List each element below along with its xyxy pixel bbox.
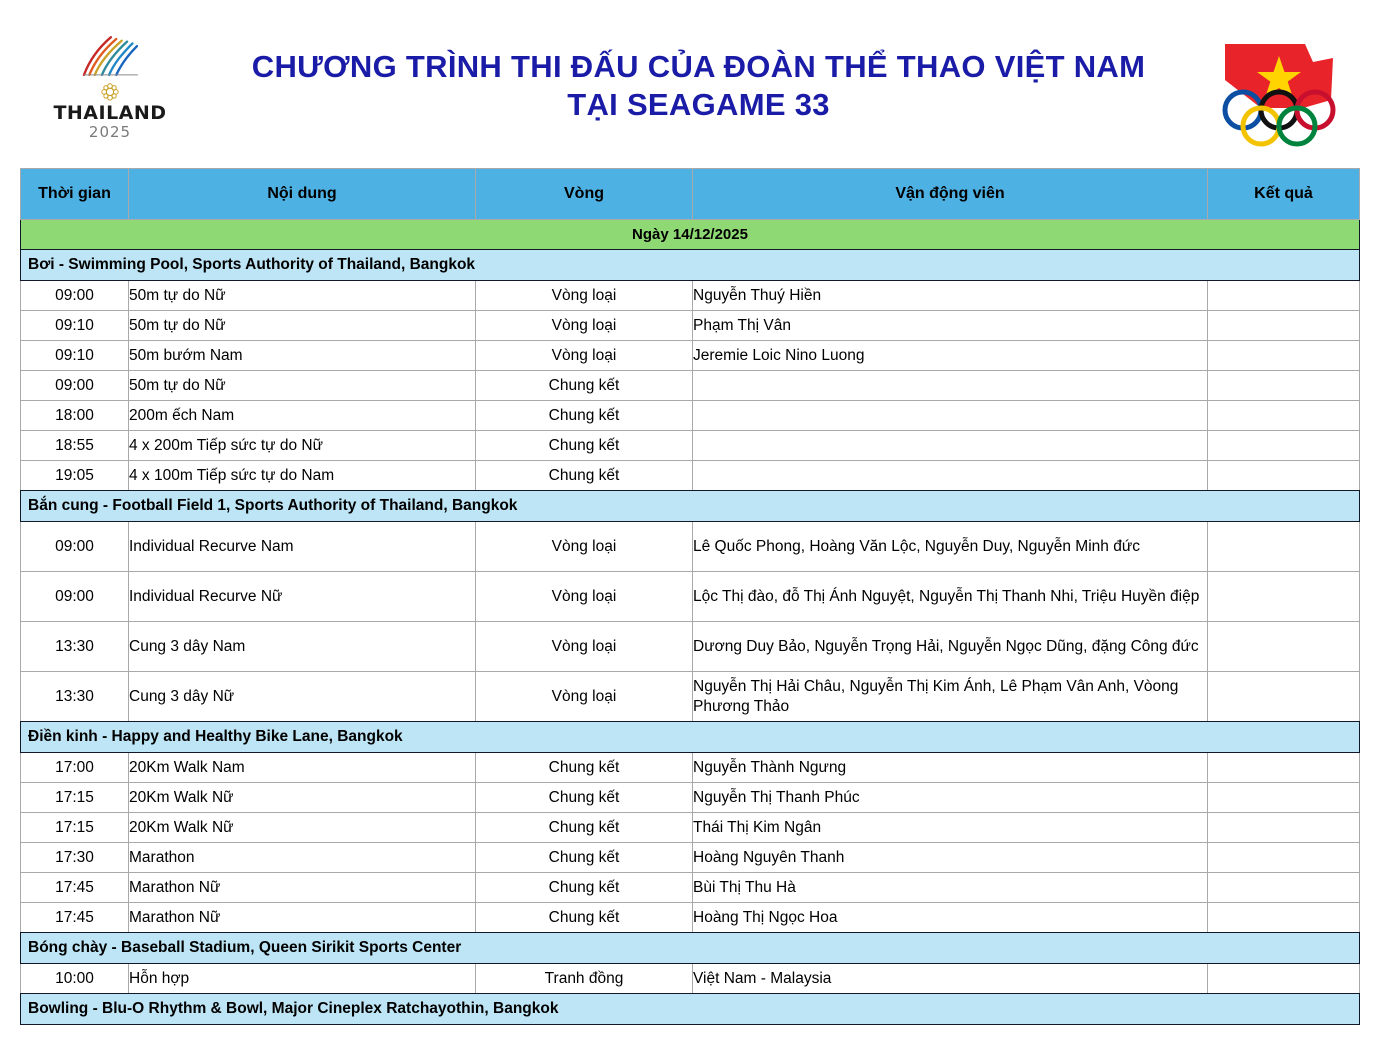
thailand-logo-year: 2025	[88, 123, 132, 141]
cell-result	[1208, 311, 1360, 341]
column-header-round: Vòng	[476, 169, 693, 220]
cell-athlete: Thái Thị Kim Ngân	[693, 813, 1208, 843]
cell-round: Chung kết	[476, 371, 693, 401]
cell-time: 09:10	[21, 311, 129, 341]
table-row	[21, 813, 1360, 843]
cell-athlete: Nguyễn Thành Ngưng	[693, 753, 1208, 783]
cell-athlete: Jeremie Loic Nino Luong	[693, 341, 1208, 371]
table-row	[21, 783, 1360, 813]
cell-event: 50m tự do Nữ	[129, 371, 476, 401]
cell-time: 09:10	[21, 341, 129, 371]
cell-time: 18:00	[21, 401, 129, 431]
cell-time: 09:00	[21, 281, 129, 311]
sport-header-label: Bóng chày - Baseball Stadium, Queen Sirikit Sports Center	[21, 933, 1360, 964]
cell-result	[1208, 461, 1360, 491]
table-body	[21, 220, 1360, 1025]
cell-event: 50m bướm Nam	[129, 341, 476, 371]
cell-athlete: Nguyễn Thị Thanh Phúc	[693, 783, 1208, 813]
cell-athlete: Bùi Thị Thu Hà	[693, 873, 1208, 903]
table-row	[21, 281, 1360, 311]
cell-event: Marathon	[129, 843, 476, 873]
cell-event: 200m ếch Nam	[129, 401, 476, 431]
cell-round: Vòng loại	[476, 311, 693, 341]
cell-round: Chung kết	[476, 843, 693, 873]
cell-round: Vòng loại	[476, 281, 693, 311]
cell-result	[1208, 964, 1360, 994]
cell-time: 13:30	[21, 622, 129, 672]
cell-event: Individual Recurve Nam	[129, 522, 476, 572]
sport-header-row	[21, 722, 1360, 753]
sport-header-label: Bắn cung - Football Field 1, Sports Authority of Thailand, Bangkok	[21, 491, 1360, 522]
cell-time: 18:55	[21, 431, 129, 461]
cell-time: 17:45	[21, 873, 129, 903]
cell-time: 19:05	[21, 461, 129, 491]
cell-event: 20Km Walk Nữ	[129, 813, 476, 843]
cell-time: 17:00	[21, 753, 129, 783]
cell-athlete: Nguyễn Thị Hải Châu, Nguyễn Thị Kim Ánh, Lê Phạm Vân Anh, Vòong Phương Thảo	[693, 672, 1208, 722]
cell-time: 09:00	[21, 522, 129, 572]
cell-result	[1208, 783, 1360, 813]
sport-header-row	[21, 250, 1360, 281]
table-row	[21, 311, 1360, 341]
column-header-athlete: Vận động viên	[693, 169, 1208, 220]
table-row	[21, 873, 1360, 903]
cell-result	[1208, 873, 1360, 903]
schedule-table-wrapper	[20, 168, 1359, 1025]
cell-athlete: Lê Quốc Phong, Hoàng Văn Lộc, Nguyễn Duy, Nguyễn Minh đức	[693, 522, 1208, 572]
vietnam-olympic-committee-logo	[1205, 22, 1355, 154]
cell-result	[1208, 341, 1360, 371]
cell-event: 4 x 100m Tiếp sức tự do Nam	[129, 461, 476, 491]
cell-event: Individual Recurve Nữ	[129, 572, 476, 622]
thailand-logo-name: THAILAND	[53, 102, 167, 124]
cell-event: Marathon Nữ	[129, 903, 476, 933]
table-row	[21, 431, 1360, 461]
cell-result	[1208, 813, 1360, 843]
schedule-table	[20, 168, 1360, 1025]
cell-round: Chung kết	[476, 903, 693, 933]
cell-event: Cung 3 dây Nữ	[129, 672, 476, 722]
cell-event: 4 x 200m Tiếp sức tự do Nữ	[129, 431, 476, 461]
cell-round: Chung kết	[476, 461, 693, 491]
table-row	[21, 903, 1360, 933]
table-row	[21, 401, 1360, 431]
table-row	[21, 843, 1360, 873]
table-row	[21, 672, 1360, 722]
cell-event: Cung 3 dây Nam	[129, 622, 476, 672]
cell-time: 17:15	[21, 813, 129, 843]
day-label: Ngày 14/12/2025	[21, 220, 1360, 250]
cell-round: Chung kết	[476, 813, 693, 843]
cell-round: Chung kết	[476, 753, 693, 783]
cell-round: Chung kết	[476, 783, 693, 813]
cell-time: 09:00	[21, 371, 129, 401]
page-header	[0, 0, 1397, 158]
sport-header-label: Bơi - Swimming Pool, Sports Authority of Thailand, Bangkok	[21, 250, 1360, 281]
cell-event: 20Km Walk Nữ	[129, 783, 476, 813]
cell-time: 09:00	[21, 572, 129, 622]
cell-result	[1208, 753, 1360, 783]
cell-result	[1208, 622, 1360, 672]
cell-athlete	[693, 401, 1208, 431]
cell-result	[1208, 672, 1360, 722]
page-title-line2: TẠI SEAGAME 33	[567, 86, 830, 122]
cell-round: Vòng loại	[476, 572, 693, 622]
cell-athlete: Hoàng Thị Ngọc Hoa	[693, 903, 1208, 933]
column-header-result: Kết quả	[1208, 169, 1360, 220]
cell-round: Chung kết	[476, 873, 693, 903]
cell-event: 50m tự do Nữ	[129, 281, 476, 311]
cell-athlete	[693, 371, 1208, 401]
cell-round: Chung kết	[476, 401, 693, 431]
cell-athlete	[693, 461, 1208, 491]
cell-event: Marathon Nữ	[129, 873, 476, 903]
cell-result	[1208, 903, 1360, 933]
cell-result	[1208, 431, 1360, 461]
cell-event: 50m tự do Nữ	[129, 311, 476, 341]
cell-athlete: Việt Nam - Malaysia	[693, 964, 1208, 994]
table-row	[21, 341, 1360, 371]
table-row	[21, 622, 1360, 672]
table-row	[21, 572, 1360, 622]
table-row	[21, 753, 1360, 783]
cell-round: Tranh đồng	[476, 964, 693, 994]
cell-time: 10:00	[21, 964, 129, 994]
cell-round: Vòng loại	[476, 522, 693, 572]
cell-result	[1208, 843, 1360, 873]
page-title	[0, 48, 1397, 124]
sport-header-label: Bowling - Blu-O Rhythm & Bowl, Major Cineplex Ratchayothin, Bangkok	[21, 994, 1360, 1025]
sport-header-row	[21, 491, 1360, 522]
cell-result	[1208, 401, 1360, 431]
sport-header-label: Điền kinh - Happy and Healthy Bike Lane, Bangkok	[21, 722, 1360, 753]
cell-event: Hỗn hợp	[129, 964, 476, 994]
cell-round: Vòng loại	[476, 341, 693, 371]
cell-athlete	[693, 431, 1208, 461]
cell-athlete: Hoàng Nguyên Thanh	[693, 843, 1208, 873]
table-row	[21, 522, 1360, 572]
cell-result	[1208, 371, 1360, 401]
cell-round: Vòng loại	[476, 622, 693, 672]
cell-result	[1208, 572, 1360, 622]
cell-result	[1208, 522, 1360, 572]
cell-athlete: Phạm Thị Vân	[693, 311, 1208, 341]
cell-time: 17:15	[21, 783, 129, 813]
table-row	[21, 371, 1360, 401]
cell-athlete: Nguyễn Thuý Hiền	[693, 281, 1208, 311]
sport-header-row	[21, 933, 1360, 964]
cell-time: 13:30	[21, 672, 129, 722]
table-header-row	[21, 169, 1360, 220]
table-row	[21, 461, 1360, 491]
table-row	[21, 964, 1360, 994]
cell-athlete: Dương Duy Bảo, Nguyễn Trọng Hải, Nguyễn Ngọc Dũng, đặng Công đức	[693, 622, 1208, 672]
table-head	[21, 169, 1360, 220]
cell-result	[1208, 281, 1360, 311]
page-title-line1: CHƯƠNG TRÌNH THI ĐẤU CỦA ĐOÀN THỂ THAO VIỆT NAM	[251, 49, 1146, 84]
cell-time: 17:30	[21, 843, 129, 873]
column-header-time: Thời gian	[21, 169, 129, 220]
cell-event: 20Km Walk Nam	[129, 753, 476, 783]
day-header-row	[21, 220, 1360, 250]
cell-round: Chung kết	[476, 431, 693, 461]
cell-athlete: Lộc Thị đào, đỗ Thị Ánh Nguyệt, Nguyễn Thị Thanh Nhi, Triệu Huyền điệp	[693, 572, 1208, 622]
cell-round: Vòng loại	[476, 672, 693, 722]
column-header-event: Nội dung	[129, 169, 476, 220]
cell-time: 17:45	[21, 903, 129, 933]
sport-header-row	[21, 994, 1360, 1025]
